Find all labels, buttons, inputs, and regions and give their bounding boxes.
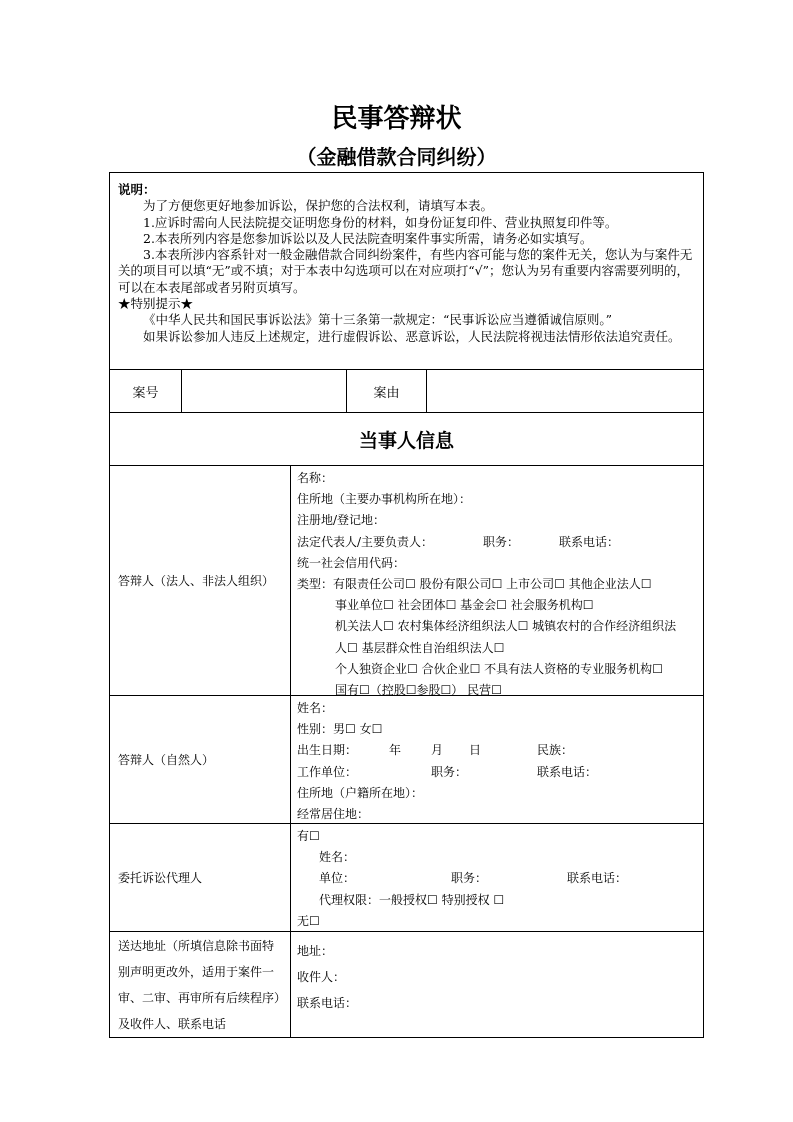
org-registered: 注册地/登记地： bbox=[297, 513, 386, 528]
delivery-recipient: 收件人： bbox=[297, 970, 346, 984]
agent-unit-line bbox=[297, 868, 697, 889]
case-no-field[interactable] bbox=[182, 370, 347, 412]
agent-unit: 单位： bbox=[319, 871, 356, 886]
case-cause-label: 案由 bbox=[347, 370, 427, 412]
org-type-1[interactable]: 类型：有限责任公司☐ 股份有限公司☐ 上市公司☐ 其他企业法人☐ bbox=[297, 576, 652, 591]
org-type-5[interactable]: 个人独资企业☐ 合伙企业☐ 不具有法人资格的专业服务机构☐ bbox=[335, 661, 663, 676]
tip-1: 《中华人民共和国民事诉讼法》第十三条第一款规定：“民事诉讼应当遵循诚信原则。” bbox=[143, 312, 613, 328]
person-ethnic: 民族： bbox=[537, 743, 574, 758]
case-cause-field[interactable] bbox=[427, 370, 703, 412]
org-type-4[interactable]: 人☐ 基层群众性自治组织法人☐ bbox=[335, 640, 505, 655]
person-address: 住所地（户籍所在地）： bbox=[297, 785, 424, 800]
agent-name: 姓名： bbox=[319, 850, 356, 865]
person-work-line bbox=[297, 762, 697, 783]
person-year: 年 bbox=[389, 743, 402, 758]
org-type-3[interactable]: 机关法人☐ 农村集体经济组织法人☐ 城镇农村的合作经济组织法 bbox=[335, 619, 677, 634]
org-rep-line bbox=[297, 532, 697, 553]
case-no-label: 案号 bbox=[110, 370, 182, 412]
person-work: 工作单位： bbox=[297, 764, 358, 779]
org-position: 职务： bbox=[483, 534, 520, 549]
agent-row bbox=[110, 824, 703, 932]
org-name: 名称： bbox=[297, 471, 334, 485]
delivery-label: 送达地址（所填信息除书面特别声明更改外，适用于案件一审、二审、再审所有后续程序）及收件人、联系电话 bbox=[110, 932, 291, 1037]
page-subtitle: （金融借款合同纠纷） bbox=[296, 145, 497, 169]
person-label: 答辩人（自然人） bbox=[110, 696, 291, 823]
agent-label: 委托诉讼代理人 bbox=[110, 824, 291, 931]
org-rep: 法定代表人/主要负责人： bbox=[297, 534, 434, 549]
org-row bbox=[110, 466, 703, 696]
delivery-fields[interactable] bbox=[291, 932, 703, 1037]
org-address: 住所地（主要办事机构所在地）： bbox=[297, 492, 472, 507]
page-title: 民事答辩状 bbox=[331, 104, 462, 134]
form-table bbox=[109, 172, 704, 1038]
person-birth-line bbox=[297, 740, 697, 761]
notes-intro: 为了方便您更好地参加诉讼，保护您的合法权利，请填写本表。 bbox=[143, 198, 494, 214]
person-residence: 经常居住地： bbox=[297, 806, 370, 821]
agent-none[interactable]: 无☐ bbox=[297, 913, 320, 928]
notes-item-3: 3.本表所涉内容系针对一般金融借款合同纠纷案件，有些内容可能与您的案件无关，您认为与案件无关的项目可以填“无”或不填；对于本表中勾选项可以在对应项打“√”；您认为另有重要内容需要列明的，可以在本表尾部或者另附页填写。 bbox=[118, 247, 693, 295]
person-birth: 出生日期： bbox=[297, 743, 358, 758]
person-phone: 联系电话： bbox=[537, 764, 598, 779]
org-fields[interactable] bbox=[291, 466, 703, 695]
notes-item-1: 1.应诉时需向人民法院提交证明您身份的材料，如身份证复印件、营业执照复印件等。 bbox=[143, 214, 618, 230]
delivery-row bbox=[110, 932, 703, 1037]
case-row bbox=[110, 370, 703, 413]
agent-phone: 联系电话： bbox=[567, 871, 628, 886]
notes-item-2: 2.本表所列内容是您参加诉讼以及人民法院查明案件事实所需，请务必如实填写。 bbox=[143, 230, 593, 246]
org-type-6[interactable]: 国有☐（控股☐参股☐） 民营☐ bbox=[335, 682, 502, 697]
notes-section bbox=[110, 173, 703, 370]
person-fields[interactable] bbox=[291, 696, 703, 823]
agent-authority[interactable]: 代理权限：一般授权☐ 特别授权 ☐ bbox=[319, 892, 505, 907]
person-row bbox=[110, 696, 703, 824]
person-month: 月 bbox=[431, 743, 444, 758]
tip-title: ★特别提示★ bbox=[118, 296, 194, 312]
delivery-phone: 联系电话： bbox=[297, 996, 358, 1010]
agent-fields[interactable] bbox=[291, 824, 703, 931]
person-name: 姓名： bbox=[297, 701, 334, 715]
org-phone: 联系电话： bbox=[559, 534, 620, 549]
agent-position: 职务： bbox=[451, 871, 488, 886]
person-gender[interactable]: 性别：男☐ 女☐ bbox=[297, 722, 383, 737]
tip-2: 如果诉讼参加人违反上述规定，进行虚假诉讼、恶意诉讼，人民法院将视违法情形依法追究责任。 bbox=[143, 328, 681, 344]
org-type-2[interactable]: 事业单位☐ 社会团体☐ 基金会☐ 社会服务机构☐ bbox=[335, 598, 594, 613]
notes-label: 说明： bbox=[118, 182, 156, 197]
org-label: 答辩人（法人、非法人组织） bbox=[110, 466, 291, 695]
person-position: 职务： bbox=[431, 764, 468, 779]
delivery-address: 地址： bbox=[297, 944, 334, 958]
agent-has[interactable]: 有☐ bbox=[297, 829, 320, 843]
org-credit-code: 统一社会信用代码： bbox=[297, 555, 406, 570]
person-day: 日 bbox=[469, 743, 482, 758]
section-title: 当事人信息 bbox=[110, 413, 703, 466]
